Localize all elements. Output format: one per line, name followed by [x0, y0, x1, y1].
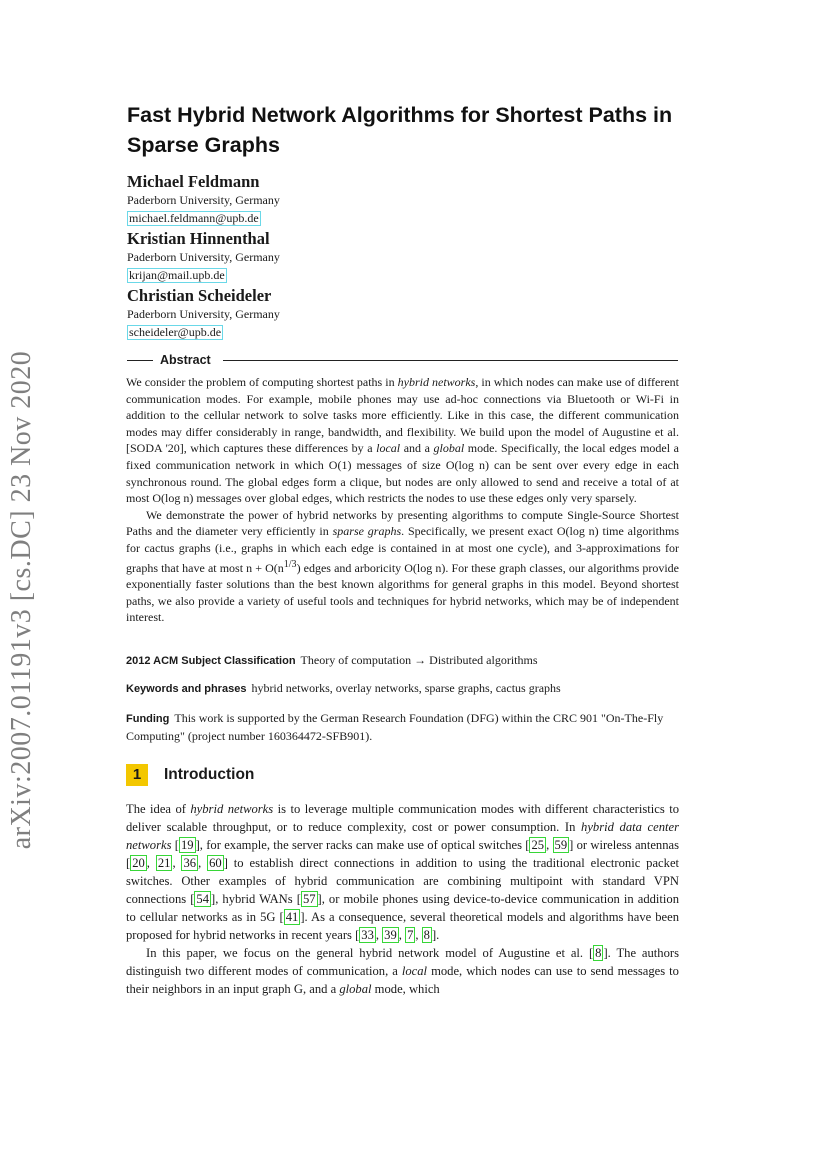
section-title: Introduction — [164, 766, 255, 783]
author-name: Christian Scheideler — [127, 286, 272, 305]
author-affiliation: Paderborn University, Germany — [127, 193, 280, 207]
abstract-heading — [127, 352, 678, 368]
keywords-value: hybrid networks, overlay networks, sparse graphs, cactus graphs — [251, 681, 561, 695]
introduction-body — [126, 800, 679, 998]
intro-paragraph: In this paper, we focus on the general hybrid network model of Augustine et al. [ 8 ]. The authors distinguish two different modes of communication, a local mode, which nodes can use to send messages to their neighbors in an input graph G, and a global mode, which — [126, 946, 679, 996]
divider — [223, 360, 678, 361]
citation-link[interactable]: 7 — [407, 928, 414, 942]
intro-paragraph: The idea of hybrid networks is to leverage multiple communication modes with different characteristics to deliver scalable throughput, or to reduce complexity, cost or power consumption. In hybrid data center networks [ 19 ], for example, the server racks can make use of optical switches [ 25 , 59 ] or wireless antennas [ 20 , 21 , 36 , 60 ] to establish direct connections in addition to using the traditional electronic packet switches. Other examples of hybrid communication are combining multipoint with standard VPN connections [ 54 ], hybrid WANs [ 57 ], or mobile phones using device-to-device communication in addition to cellular networks as in 5G [ 41 ]. As a consequence, several theoretical models and algorithms have been proposed for hybrid networks in recent years [ 33 , 39 , 7 , 8 ]. — [126, 802, 680, 942]
acm-value: Theory of computation → Distributed algorithms — [300, 653, 538, 667]
funding — [126, 710, 679, 744]
citation-link[interactable]: 21 — [157, 856, 171, 870]
keywords-label: Keywords and phrases — [126, 683, 247, 695]
author-affiliation: Paderborn University, Germany — [127, 250, 280, 264]
citation-link[interactable]: 39 — [384, 928, 397, 942]
citation-link[interactable]: 41 — [285, 910, 299, 924]
abstract-paragraph: We consider the problem of computing shortest paths in hybrid networks, in which nodes can make use of different communication modes. For example, mobile phones may use ad-hoc connections via Bluetooth or Wi-Fi in addition to the cellular network to solve tasks more efficiently. Like in this case, the different communication modes may differ considerably in range, bandwidth, and flexibility. We build upon the model of Augustine et al. [SODA '20], which captures these differences by a local and a global mode. Specifically, the local edges model a fixed communication network in which O(1) messages of size O(log n) can be sent over every edge in each synchronous round. The global edges form a clique, but nodes are only allowed to send and receive a total of at most O(log n) messages over global edges, which restricts the nodes to use these edges only very sparsely. — [126, 375, 679, 506]
author-affiliation: Paderborn University, Germany — [127, 307, 280, 321]
author-name: Michael Feldmann — [127, 172, 260, 191]
paper-title: Fast Hybrid Network Algorithms for Shortest Paths in Sparse Graphs — [127, 103, 673, 157]
citation-link[interactable]: 36 — [183, 856, 197, 870]
author-email-link[interactable]: michael.feldmann@upb.de — [129, 211, 259, 225]
abstract-paragraph: We demonstrate the power of hybrid networks by presenting algorithms to compute Single-Source Shortest Paths and the diameter very efficiently in sparse graphs. Specifically, we present exact O(log n) time algorithms for cactus graphs (i.e., graphs in which each edge is contained in at most one cycle), and 3-approximations for graphs that have at most $n + O(n^{1/3})$ edges and arboricity O(log n). For these graph classes, our algorithms provide exponentially faster solutions than the best known algorithms for general graphs in this model. Beyond shortest paths, we also provide a variety of useful tools and techniques for hybrid networks, which may be of independent interest. — [126, 507, 680, 625]
keywords — [126, 680, 679, 698]
citation-link[interactable]: 8 — [423, 928, 430, 942]
acm-label: 2012 ACM Subject Classification — [126, 655, 296, 667]
citation-link[interactable]: 54 — [196, 892, 209, 906]
funding-label: Funding — [126, 713, 170, 725]
author-block — [127, 229, 527, 284]
author-email-link[interactable]: scheideler@upb.de — [129, 325, 222, 339]
citation-link[interactable]: 20 — [132, 856, 145, 870]
divider — [127, 360, 153, 361]
funding-value: This work is supported by the German Research Foundation (DFG) within the CRC 901 "On-The-Fly Computing" (project number 160364472-SFB901). — [126, 711, 664, 743]
acm-classification — [126, 652, 679, 670]
citation-link[interactable]: 25 — [531, 838, 545, 852]
author-block — [127, 172, 527, 227]
abstract-label: Abstract — [160, 353, 211, 367]
author-name: Kristian Hinnenthal — [127, 229, 270, 248]
section-number-badge: 1 — [126, 764, 148, 786]
citation-link[interactable]: 8 — [595, 946, 602, 960]
author-email-link[interactable]: krijan@mail.upb.de — [129, 268, 225, 282]
citation-link[interactable]: 59 — [554, 838, 568, 852]
section-heading — [126, 764, 254, 788]
abstract-body — [126, 374, 679, 626]
author-block — [127, 286, 527, 341]
citation-link[interactable]: 19 — [180, 838, 194, 852]
citation-link[interactable]: 60 — [209, 856, 222, 870]
citation-link[interactable]: 33 — [361, 928, 374, 942]
citation-link[interactable]: 57 — [302, 892, 316, 906]
